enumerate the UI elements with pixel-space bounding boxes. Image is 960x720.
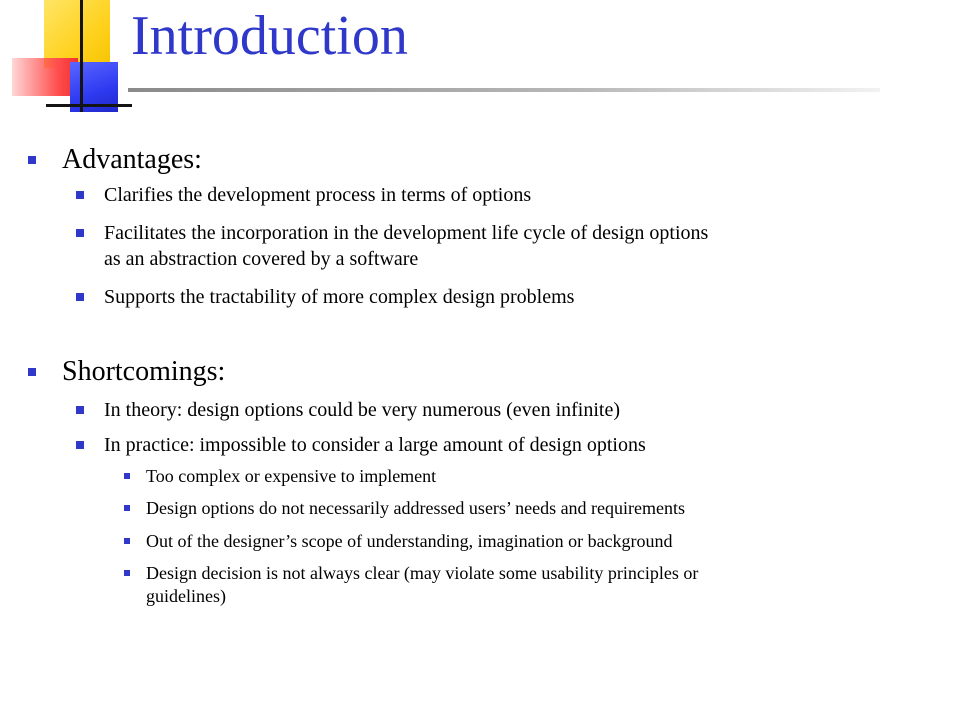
square-bullet-icon [76, 229, 84, 237]
advantages-heading: Advantages: [62, 144, 202, 175]
square-bullet-icon [28, 368, 36, 376]
square-bullet-icon [76, 406, 84, 414]
shortcoming-text: In practice: impossible to consider a large amount of design options [104, 434, 646, 456]
square-bullet-icon [76, 191, 84, 199]
shortcoming-subtext: Too complex or expensive to implement [146, 466, 437, 486]
square-bullet-icon [76, 293, 84, 301]
shortcoming-subtext: Design options do not necessarily addressed users’ needs and requirements [146, 498, 686, 518]
shortcoming-subitem-continuation [146, 585, 226, 608]
slide-title: Introduction [131, 5, 408, 67]
shortcoming-subitem [146, 497, 685, 520]
advantage-text: Clarifies the development process in terms of options [104, 184, 532, 206]
square-bullet-icon [124, 570, 130, 576]
shortcomings-heading-item [62, 356, 225, 388]
square-bullet-icon [124, 505, 130, 511]
square-bullet-icon [124, 538, 130, 544]
advantage-item [104, 284, 574, 310]
advantages-heading-item [62, 144, 202, 176]
advantage-text: Facilitates the incorporation in the development life cycle of design options [104, 222, 709, 244]
advantage-text: Supports the tractability of more complex design problems [104, 286, 575, 308]
square-bullet-icon [124, 473, 130, 479]
shortcoming-subitem [146, 465, 436, 488]
shortcoming-item [104, 432, 646, 458]
shortcomings-heading: Shortcomings: [62, 356, 226, 387]
advantage-item [104, 182, 531, 208]
shortcoming-subitem [146, 562, 698, 585]
shortcoming-item [104, 397, 620, 423]
advantage-item-continuation [104, 246, 418, 272]
shortcoming-subtext: Design decision is not always clear (may violate some usability principles or [146, 563, 699, 583]
square-bullet-icon [28, 156, 36, 164]
advantage-item [104, 220, 708, 246]
advantage-text: as an abstraction covered by a software [104, 248, 419, 270]
shortcoming-subtext: Out of the designer’s scope of understanding, imagination or background [146, 531, 673, 551]
shortcoming-subtext: guidelines) [146, 586, 226, 606]
square-bullet-icon [76, 441, 84, 449]
shortcoming-text: In theory: design options could be very numerous (even infinite) [104, 399, 620, 421]
shortcoming-subitem [146, 530, 673, 553]
